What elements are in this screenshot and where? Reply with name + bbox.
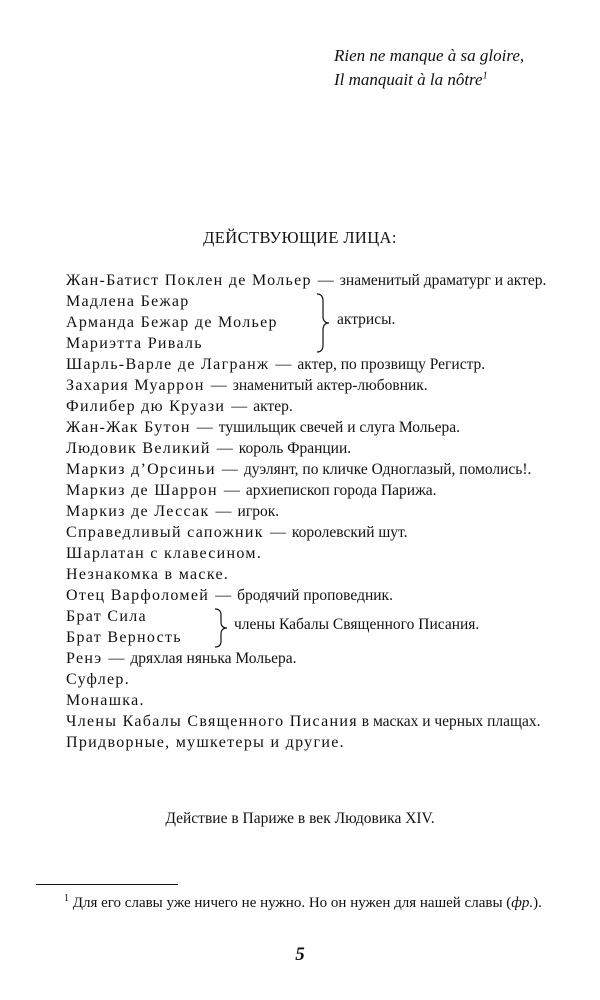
character-description: игрок. (237, 503, 280, 520)
cast-entry (66, 417, 556, 438)
character-name: Маркиз де Лессак (66, 503, 210, 520)
cabala-brothers-group (66, 606, 556, 648)
cast-entry (66, 396, 556, 417)
dash: — (217, 461, 242, 478)
character-name: Шарлатан с клавесином. (66, 545, 263, 562)
cast-entry (66, 291, 556, 312)
dash: — (265, 524, 290, 541)
character-name: Арманда Бежар де Мольер (66, 314, 278, 331)
cast-entry (66, 501, 556, 522)
dash: — (227, 398, 252, 415)
character-name: Мадлена Бежар (66, 293, 190, 310)
cast-entry (66, 732, 556, 753)
dash: — (219, 482, 244, 499)
cast-entry (66, 543, 556, 564)
character-name: Шарль-Варле де Лагранж (66, 356, 270, 373)
epigraph-line-2 (334, 68, 524, 92)
character-description: бродячий проповедник. (237, 587, 393, 604)
cast-entry (66, 312, 556, 333)
character-name: Людовик Великий (66, 440, 211, 457)
epigraph-line-2-text: Il manquait à la nôtre (334, 70, 483, 89)
character-name: Маркиз д’Орсиньи (66, 461, 216, 478)
character-description: актер, по прозвищу Регистр. (297, 356, 486, 373)
character-description: актер. (253, 398, 293, 415)
character-description: тушильщик свечей и слуга Мольера. (218, 419, 460, 436)
dash: — (206, 377, 231, 394)
character-description: знаменитый актер-любовник. (232, 377, 428, 394)
character-name: Брат Сила (66, 608, 147, 625)
footnote-end: ). (533, 895, 542, 911)
actresses-group (66, 291, 556, 354)
dash: — (212, 440, 237, 457)
cast-entry (66, 459, 556, 480)
footnote-divider (36, 884, 178, 885)
character-name: Монашка. (66, 692, 145, 709)
character-description: архиепископ города Парижа. (245, 482, 437, 499)
character-name: Придворные, мушкетеры и другие. (66, 734, 345, 751)
character-description: в масках и черных плащах. (357, 713, 541, 730)
setting-note: Действие в Париже в век Людовика XIV. (165, 810, 435, 827)
dash: — (104, 650, 129, 667)
character-description: королевский шут. (291, 524, 408, 541)
epigraph (334, 44, 524, 92)
right-brace-icon (214, 608, 224, 648)
character-description: король Франции. (238, 440, 352, 457)
character-name: Ренэ (66, 650, 103, 667)
footnote (36, 892, 556, 914)
dash: — (313, 272, 338, 289)
character-description: дряхлая нянька Мольера. (130, 650, 297, 667)
cast-entry (66, 438, 556, 459)
cast-heading: ДЕЙСТВУЮЩИЕ ЛИЦА: (203, 228, 397, 247)
cast-entry (66, 669, 556, 690)
character-name: Брат Верность (66, 629, 182, 646)
character-description: дуэлянт, по кличке Одноглазый, помолись!. (243, 461, 532, 478)
cast-entry (66, 585, 556, 606)
character-name: Члены Кабалы Священного Писания (66, 713, 358, 730)
character-name: Мариэтта Риваль (66, 335, 203, 352)
page-number: 5 (295, 944, 305, 965)
dash: — (271, 356, 296, 373)
dash: — (211, 503, 236, 520)
character-name: Захария Муаррон (66, 377, 205, 394)
character-name: Маркиз де Шаррон (66, 482, 218, 499)
cast-entry (66, 270, 556, 291)
cast-entry (66, 522, 556, 543)
cast-entry (66, 480, 556, 501)
cast-entry (66, 711, 556, 732)
cast-entry (66, 648, 556, 669)
cast-list (66, 270, 556, 753)
cast-entry (66, 375, 556, 396)
right-brace-icon (316, 293, 326, 353)
dash: — (192, 419, 217, 436)
group-label-cabala: члены Кабалы Священного Писания. (234, 616, 480, 633)
cast-entry (66, 333, 556, 354)
character-name: Справедливый сапожник (66, 524, 264, 541)
cast-entry (66, 354, 556, 375)
character-name: Жан-Батист Поклен де Мольер (66, 272, 312, 289)
footnote-number: 1 (64, 893, 69, 904)
footnote-reference[interactable]: 1 (482, 70, 488, 82)
character-name: Суфлер. (66, 671, 131, 688)
dash: — (211, 587, 236, 604)
footnote-language: фр. (511, 895, 534, 911)
cast-entry (66, 564, 556, 585)
character-description: знаменитый драматург и актер. (339, 272, 547, 289)
epigraph-line-1: Rien ne manque à sa gloire, (334, 46, 525, 65)
character-name: Филибер дю Круази (66, 398, 226, 415)
character-name: Жан-Жак Бутон (66, 419, 191, 436)
character-name: Незнакомка в маске. (66, 566, 230, 583)
footnote-text: Для его славы уже ничего не нужно. Но он нужен для нашей славы ( (72, 895, 512, 911)
cast-entry (66, 690, 556, 711)
character-name: Отец Варфоломей (66, 587, 210, 604)
group-label-actresses: актрисы. (337, 311, 396, 328)
